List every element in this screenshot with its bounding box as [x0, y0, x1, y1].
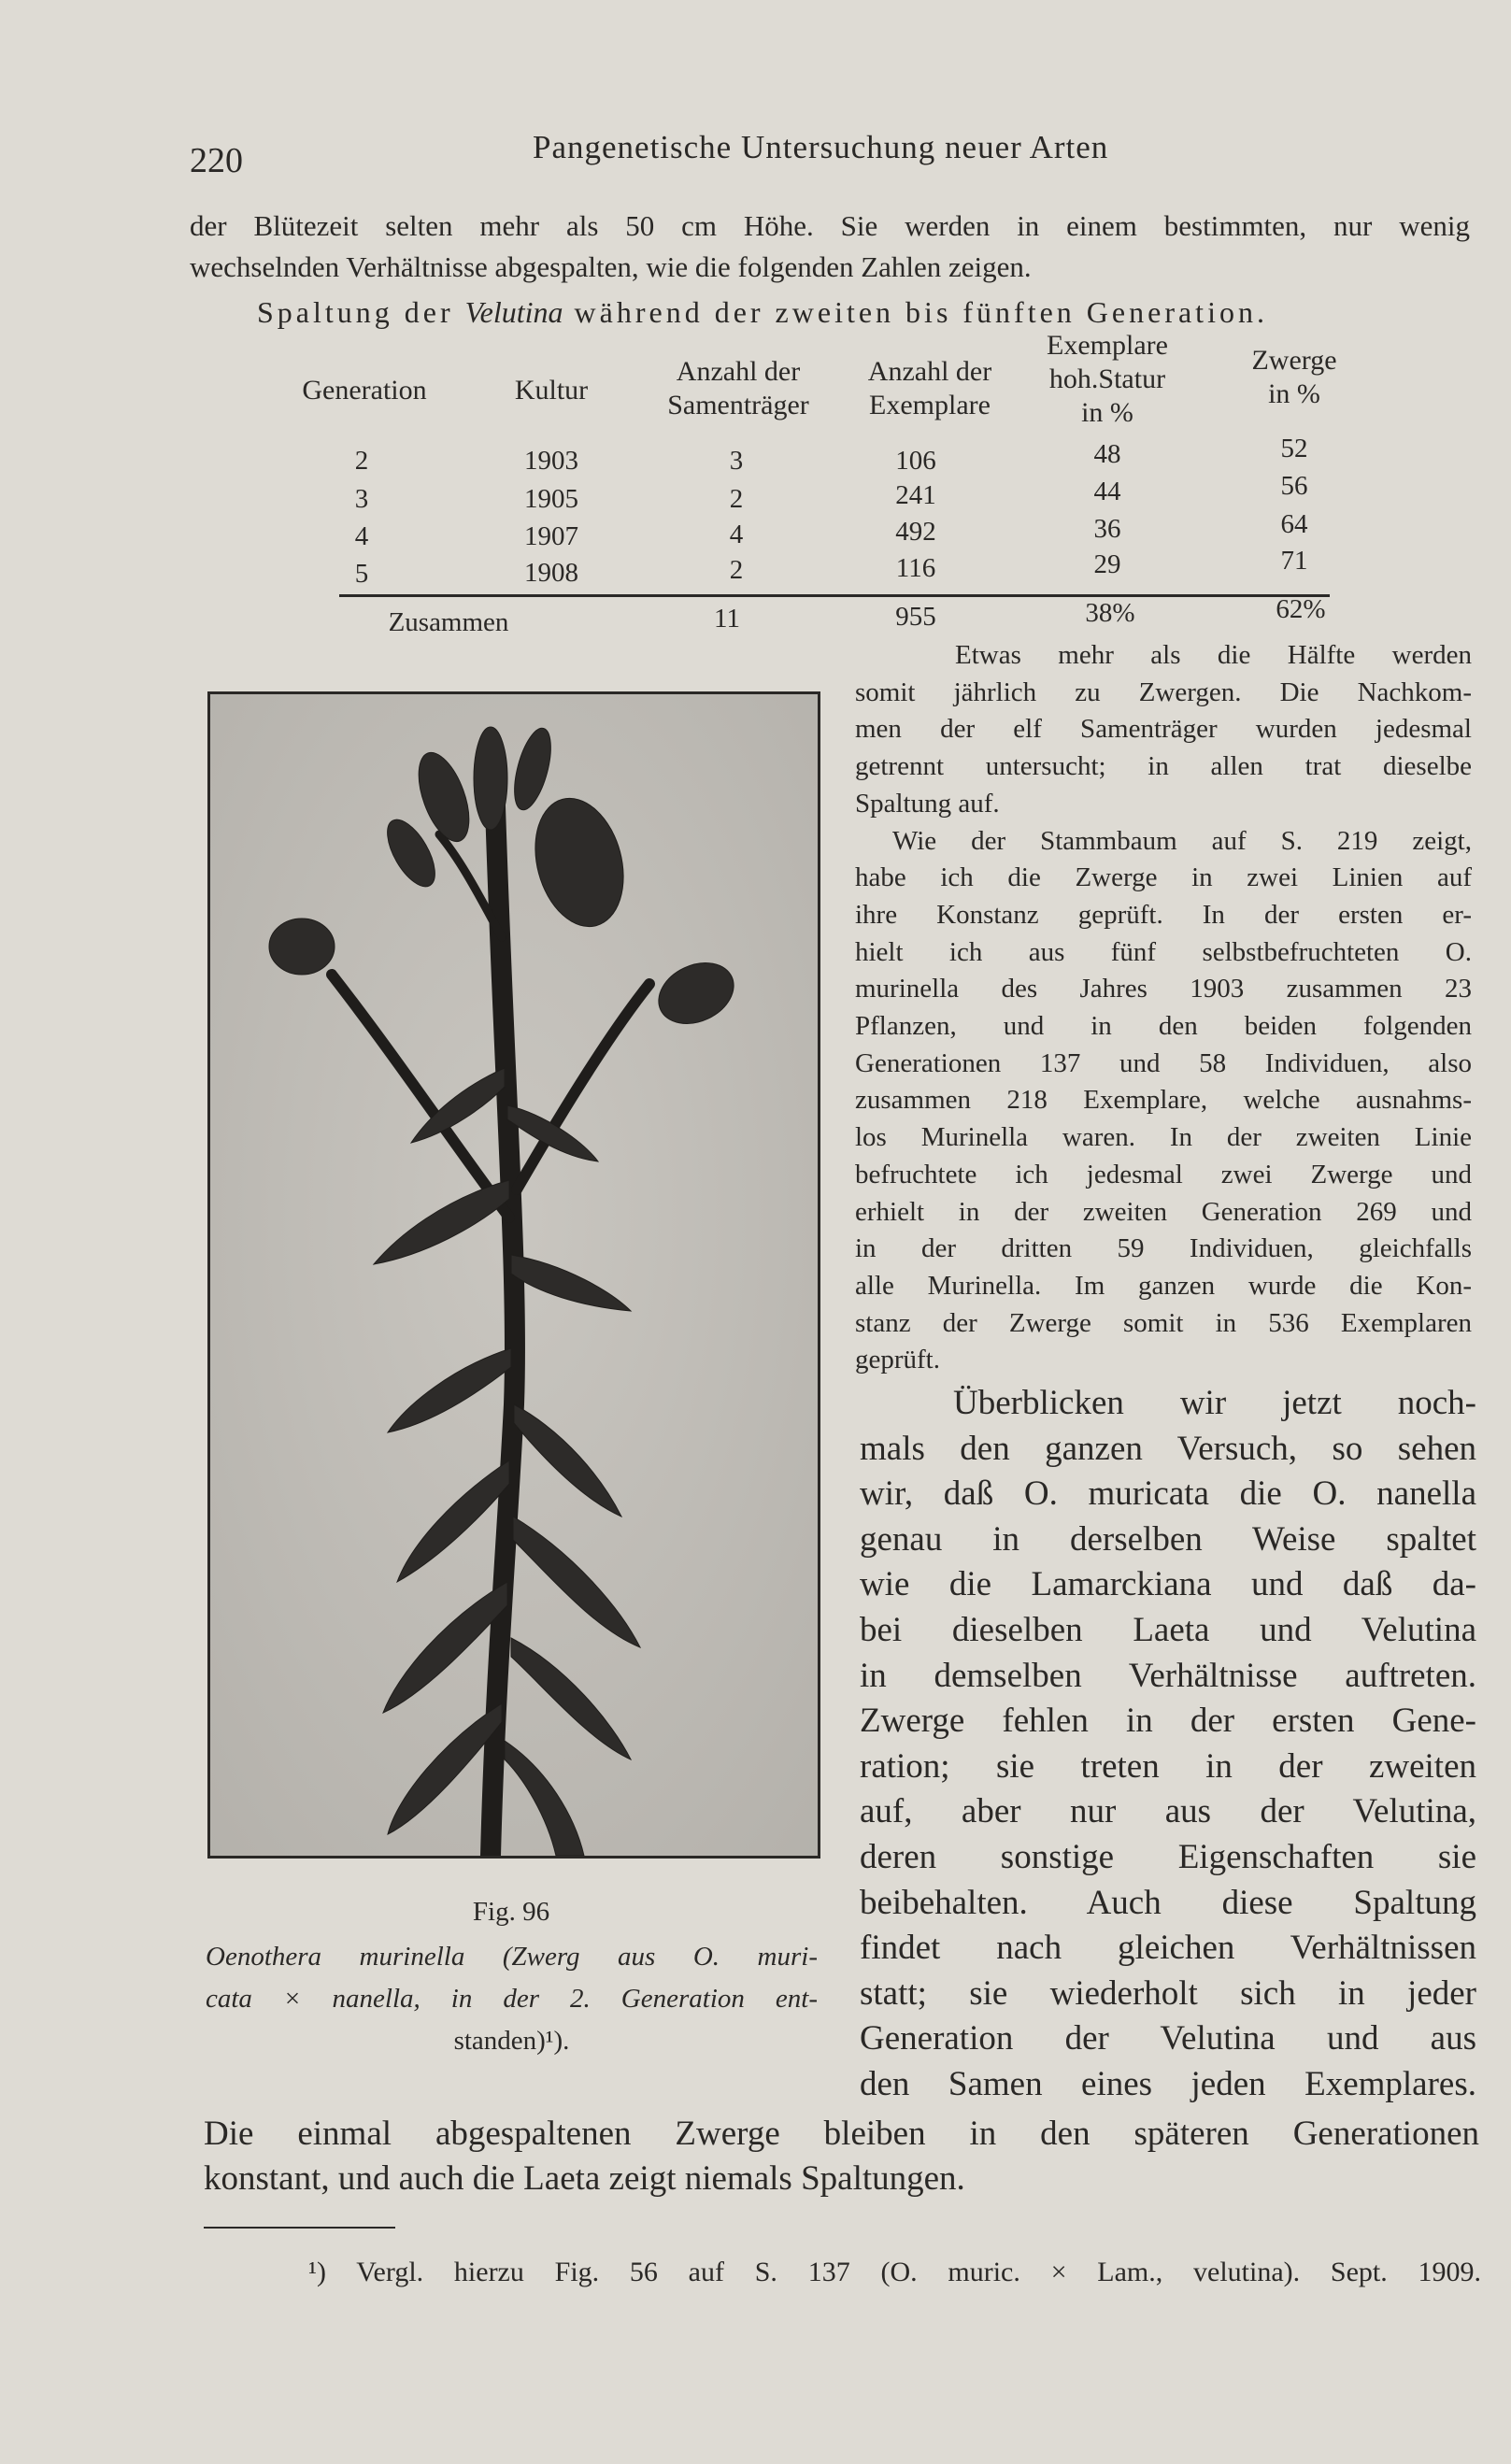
- table-cell: 48: [1093, 439, 1121, 469]
- text-line: Wie der Stammbaum auf S. 219 zeigt,: [892, 825, 1472, 856]
- text-line: hielt ich aus fünf selbstbefruchteten O.: [855, 936, 1472, 967]
- table-cell: 492: [895, 517, 936, 547]
- text-line: men der elf Samenträger wurden jedesmal: [855, 714, 1472, 745]
- text-line: bei dieselben Laeta und Velutina: [860, 1610, 1476, 1649]
- caption-line: cata × nanella, in der 2. Generation ent-: [206, 1984, 818, 2014]
- table-cell: 1908: [524, 558, 578, 588]
- footnote: [308, 2257, 1481, 2288]
- table-cell: 36: [1093, 514, 1121, 544]
- running-title: Pangenetische Untersuchung neuer Arten: [533, 129, 1109, 165]
- text-line: Die einmal abgespaltenen Zwerge bleiben in den späteren Generationen: [204, 2115, 1479, 2153]
- header-hoh-statur: Exemplare hoh.Statur in %: [1047, 330, 1168, 428]
- text-line: alle Murinella. Im ganzen wurde die Kon-: [855, 1270, 1472, 1301]
- table-cell: 52: [1280, 434, 1308, 463]
- text-line: geprüft.: [855, 1345, 940, 1375]
- header-zwerge: Zwerge in %: [1251, 345, 1337, 409]
- table-cell: 5: [354, 559, 369, 589]
- text-line: konstant, und auch die Laeta zeigt niemals Spaltungen.: [204, 2159, 965, 2198]
- table-cell: 1903: [524, 446, 578, 476]
- text-line: ihre Konstanz geprüft. In der ersten er-: [855, 899, 1472, 930]
- table-cell: 1905: [524, 484, 578, 514]
- text-line: auf, aber nur aus der Velutina,: [860, 1792, 1476, 1831]
- table-cell: 2: [354, 446, 369, 476]
- text-line: wie die Lamarckiana und daß da-: [860, 1565, 1476, 1604]
- text-line: Pflanzen, und in den beiden folgenden: [855, 1011, 1472, 1042]
- text-line: Zwerge fehlen in der ersten Gene-: [860, 1702, 1476, 1741]
- text-line: statt; sie wiederholt sich in jeder: [860, 1973, 1476, 2013]
- text-line: in demselben Verhältnisse auftreten.: [860, 1656, 1476, 1695]
- table-cell: 3: [729, 446, 744, 476]
- footnote-text: Vergl. hierzu Fig. 56 auf S. 137 (O. muric. × Lam., velutina). Sept. 1909.: [356, 2257, 1482, 2287]
- text-line: Generation der Velutina und aus: [860, 2019, 1476, 2058]
- figure-caption: [206, 1936, 818, 2062]
- plant-photograph: [207, 691, 820, 1859]
- table-cell: 44: [1093, 477, 1121, 506]
- text-line: genau in derselben Weise spaltet: [860, 1519, 1476, 1559]
- caption-line: Oenothera murinella (Zwerg aus O. muri-: [206, 1942, 818, 1972]
- table-cell: 1907: [524, 521, 578, 551]
- text-line: habe ich die Zwerge in zwei Linien auf: [855, 862, 1472, 893]
- text-line: zusammen 218 Exemplare, welche ausnahms-: [855, 1085, 1472, 1116]
- table-total-rule: [339, 594, 1330, 597]
- table-cell: 71: [1280, 546, 1308, 576]
- text-line: ration; sie treten in der zweiten: [860, 1746, 1476, 1786]
- table-cell: 3: [354, 484, 369, 514]
- text-line: erhielt in der zweiten Generation 269 und: [855, 1196, 1472, 1227]
- text-line: findet nach gleichen Verhältnissen: [860, 1929, 1476, 1968]
- header-generation: Generation: [302, 375, 427, 406]
- table-cell: 241: [895, 480, 936, 510]
- summary-paragraph: [860, 1381, 1476, 2108]
- text-line: den Samen eines jeden Exemplares.: [860, 2064, 1476, 2103]
- table-total-cell: 955: [895, 602, 936, 632]
- page-number: 220: [190, 141, 243, 180]
- closing-paragraph: [204, 2112, 1479, 2201]
- table-cell: 2: [729, 555, 744, 585]
- header-exemplare: Anzahl der Exemplare: [867, 356, 992, 420]
- text-line: Spaltung auf.: [855, 788, 1000, 819]
- footnote-marker: ¹): [308, 2257, 326, 2287]
- table-cell: 56: [1280, 471, 1308, 501]
- table-total-label: Zusammen: [388, 607, 509, 637]
- caption-line: standen)¹).: [453, 2026, 570, 2056]
- header-kultur: Kultur: [514, 375, 589, 406]
- table-total-cell: 38%: [1085, 598, 1135, 628]
- text-line: murinella des Jahres 1903 zusammen 23: [855, 974, 1472, 1004]
- oenothera-plant-image: [210, 694, 818, 1856]
- text-line: somit jährlich zu Zwergen. Die Nachkom-: [855, 677, 1472, 707]
- table-cell: 64: [1280, 509, 1308, 539]
- intro-line: der Blütezeit selten mehr als 50 cm Höhe. Sie werden in einem bestimmten, nur wenig: [190, 209, 1470, 242]
- table-cell: 106: [895, 446, 936, 476]
- table-cell: 2: [729, 484, 744, 514]
- table-total-cell: 62%: [1276, 594, 1326, 624]
- table-total-cell: 11: [714, 604, 740, 634]
- figure-label: Fig. 96: [472, 1897, 550, 1927]
- text-line: in der dritten 59 Individuen, gleichfalls: [855, 1233, 1472, 1264]
- text-line: stanz der Zwerge somit in 536 Exemplaren: [855, 1307, 1472, 1338]
- text-line: wir, daß O. muricata die O. nanella: [860, 1474, 1476, 1514]
- footnote-rule: [204, 2227, 395, 2229]
- text-line: Überblicken wir jetzt noch-: [953, 1384, 1476, 1422]
- text-line: Etwas mehr als die Hälfte werden: [955, 640, 1472, 670]
- text-line: los Murinella waren. In der zweiten Linie: [855, 1122, 1472, 1153]
- header-samentraeger: Anzahl der Samenträger: [667, 356, 809, 420]
- text-line: befruchtete ich jedesmal zwei Zwerge und: [855, 1159, 1472, 1189]
- intro-paragraph: [190, 206, 1470, 288]
- text-line: beibehalten. Auch diese Spaltung: [860, 1883, 1476, 1922]
- text-line: Generationen 137 und 58 Individuen, also: [855, 1047, 1472, 1078]
- table-cell: 116: [895, 553, 936, 583]
- text-line: deren sonstige Eigenschaften sie: [860, 1837, 1476, 1876]
- table-title: Spaltung der Velutina während der zweiten bis fünften Generation.: [257, 295, 1268, 329]
- intro-line: wechselnden Verhältnisse abgespalten, wie die folgenden Zahlen zeigen.: [190, 250, 1032, 283]
- table-cell: 29: [1093, 549, 1121, 579]
- table-cell: 4: [354, 521, 369, 551]
- right-column-paragraph: [855, 637, 1472, 1379]
- text-line: mals den ganzen Versuch, so sehen: [860, 1429, 1476, 1468]
- text-line: getrennt untersucht; in allen trat dieselbe: [855, 751, 1472, 782]
- table-cell: 4: [729, 520, 744, 549]
